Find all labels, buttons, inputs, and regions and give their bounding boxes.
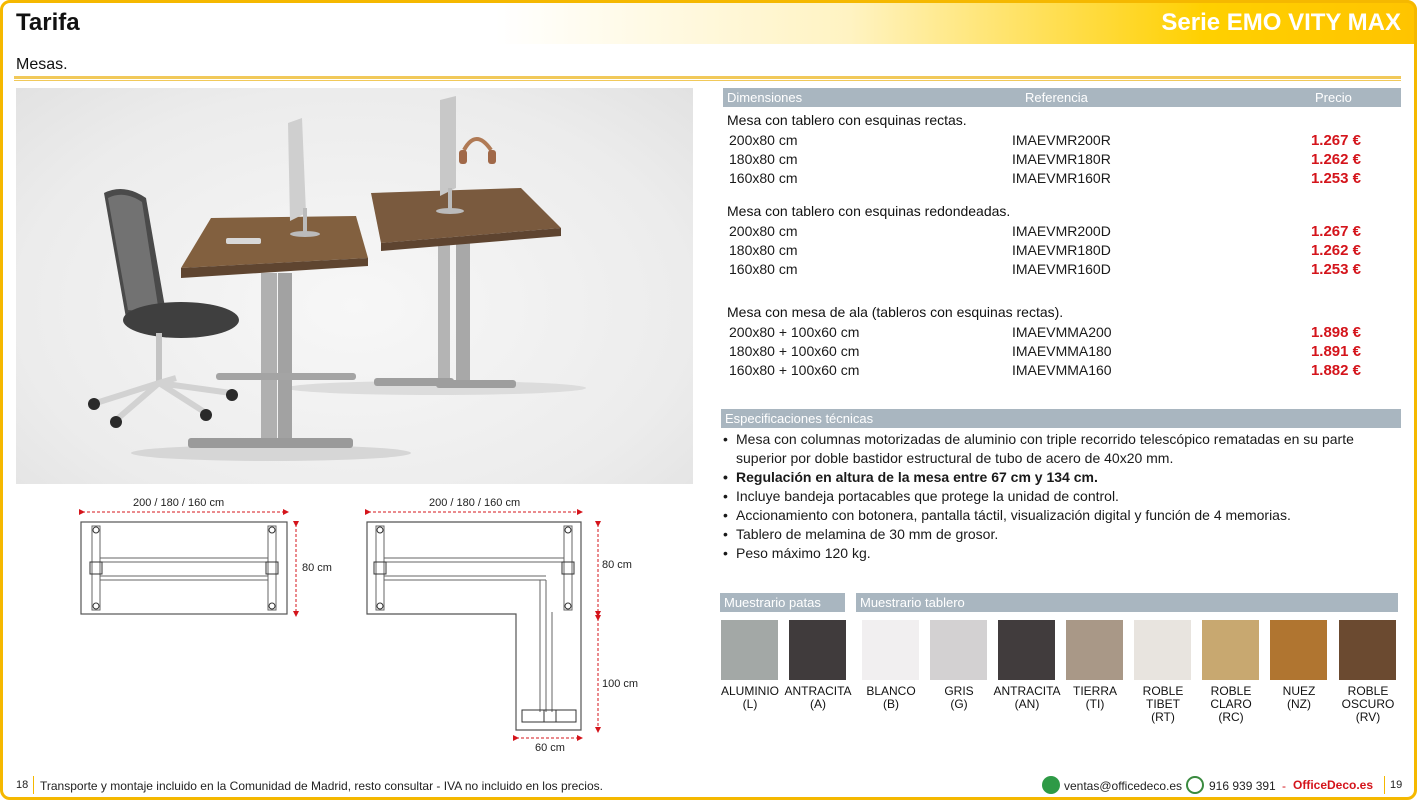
swatch-code: (TI)	[1085, 697, 1105, 711]
top-swatch	[862, 620, 919, 680]
row-price: 1.267 €	[1310, 132, 1361, 149]
swatch-code: (NZ)	[1287, 697, 1311, 711]
swatch-name: ALUMINIO	[720, 684, 779, 698]
col-dimensions: Dimensiones	[727, 90, 803, 105]
row-price: 1.882 €	[1310, 362, 1361, 379]
divider	[14, 76, 1401, 79]
col-price: Precio	[1315, 90, 1352, 105]
divider	[14, 80, 1401, 81]
leg-swatch	[721, 620, 778, 680]
spec-item: • Mesa con columnas motorizadas de aluminio con triple recorrido telescópico rematadas en su parte superior por doble bastidor estructural de tubo de acero de 40x20 mm.	[723, 430, 1403, 468]
swatch-name: BLANCO	[866, 684, 916, 698]
group-title: Mesa con tablero con esquinas redondeadas.	[727, 203, 1011, 219]
row-reference: IMAEVMR160R	[1012, 170, 1111, 186]
price-table-header	[723, 88, 1401, 107]
series-title: Serie EMO VITY MAX	[1161, 9, 1401, 36]
top-samples-header: Muestrario tablero	[856, 593, 1398, 612]
swatch-name: GRIS	[944, 684, 974, 698]
technical-drawings	[16, 492, 693, 762]
leg-swatch-label	[778, 685, 858, 711]
group-title: Mesa con mesa de ala (tableros con esquinas rectas).	[727, 304, 1064, 320]
row-reference: IMAEVMR160D	[1012, 261, 1111, 277]
row-price: 1.891 €	[1310, 343, 1361, 360]
row-price: 1.253 €	[1310, 170, 1361, 187]
footer-divider	[1384, 776, 1385, 794]
dim-depth-2: 80 cm	[602, 559, 632, 571]
product-photo	[16, 88, 693, 484]
top-swatch	[1270, 620, 1327, 680]
legs-samples-header: Muestrario patas	[720, 593, 845, 612]
swatch-code: (AN)	[1014, 697, 1040, 711]
specs-list	[723, 430, 1403, 563]
row-reference: IMAEVMMA180	[1012, 343, 1112, 359]
swatch-code: (RT)	[1151, 710, 1175, 724]
table-row	[727, 151, 1401, 170]
top-swatch	[998, 620, 1055, 680]
swatch-name: NUEZ	[1282, 684, 1316, 698]
row-dimension: 200x80 + 100x60 cm	[729, 324, 860, 340]
spec-item: • Accionamiento con botonera, pantalla táctil, visualización digital y función de 4 memorias.	[723, 506, 1403, 525]
table-row	[727, 242, 1401, 261]
specs-header: Especificaciones técnicas	[721, 409, 1401, 428]
section-label: Mesas.	[16, 56, 68, 73]
row-reference: IMAEVMR200D	[1012, 223, 1111, 239]
top-swatch	[1202, 620, 1259, 680]
email-icon	[1042, 776, 1060, 794]
row-dimension: 180x80 cm	[729, 151, 798, 167]
footer-brand[interactable]: OfficeDeco.es	[1293, 778, 1374, 792]
top-swatch	[1134, 620, 1191, 680]
swatch-name: ANTRACITA	[993, 684, 1061, 698]
page-header	[0, 0, 1417, 44]
row-price: 1.262 €	[1310, 151, 1361, 168]
top-swatch-label	[1328, 685, 1408, 724]
dim-wing-width: 60 cm	[535, 742, 565, 754]
row-price: 1.267 €	[1310, 223, 1361, 240]
swatch-name: ROBLE OSCURO	[1341, 684, 1395, 711]
row-dimension: 160x80 cm	[729, 261, 798, 277]
swatch-name: TIERRA	[1072, 684, 1117, 698]
page-number-right: 19	[1390, 779, 1403, 791]
swatch-code: (G)	[950, 697, 968, 711]
table-row	[727, 223, 1401, 242]
spec-item: • Peso máximo 120 kg.	[723, 544, 1403, 563]
leg-swatch	[789, 620, 846, 680]
swatch-name: ROBLE CLARO	[1210, 684, 1252, 711]
dim-width-1: 200 / 180 / 160 cm	[133, 497, 225, 509]
swatch-code: (L)	[742, 697, 758, 711]
page-number-left: 18	[16, 779, 29, 791]
row-dimension: 160x80 cm	[729, 170, 798, 186]
row-dimension: 180x80 + 100x60 cm	[729, 343, 860, 359]
footer-email[interactable]: ventas@officedeco.es	[1064, 779, 1183, 793]
top-swatch-label	[1259, 685, 1339, 711]
phone-icon	[1186, 776, 1204, 794]
top-swatch	[1066, 620, 1123, 680]
row-dimension: 200x80 cm	[729, 223, 798, 239]
page-title: Tarifa	[16, 9, 80, 36]
footer-dash: -	[1282, 779, 1286, 793]
dim-depth-1: 80 cm	[302, 562, 332, 574]
spec-item: • Regulación en altura de la mesa entre 67 cm y 134 cm.	[723, 468, 1403, 487]
group-title: Mesa con tablero con esquinas rectas.	[727, 112, 967, 128]
row-reference: IMAEVMMA160	[1012, 362, 1112, 378]
table-row	[727, 343, 1401, 362]
row-dimension: 160x80 + 100x60 cm	[729, 362, 860, 378]
swatch-code: (A)	[810, 697, 826, 711]
swatch-name: ROBLE TIBET	[1142, 684, 1184, 711]
row-dimension: 200x80 cm	[729, 132, 798, 148]
row-dimension: 180x80 cm	[729, 242, 798, 258]
table-row	[727, 132, 1401, 151]
spec-item: • Tablero de melamina de 30 mm de grosor.	[723, 525, 1403, 544]
swatch-name: ANTRACITA	[784, 684, 852, 698]
spec-item: • Incluye bandeja portacables que protege la unidad de control.	[723, 487, 1403, 506]
table-row	[727, 324, 1401, 343]
swatch-code: (B)	[883, 697, 899, 711]
footer-phone[interactable]: 916 939 391	[1209, 779, 1276, 793]
top-swatch	[930, 620, 987, 680]
table-row	[727, 261, 1401, 280]
top-swatch	[1339, 620, 1396, 680]
row-reference: IMAEVMMA200	[1012, 324, 1112, 340]
footer-note: Transporte y montaje incluido en la Comunidad de Madrid, resto consultar - IVA no incluido en los precios.	[40, 779, 603, 793]
swatch-code: (RC)	[1218, 710, 1244, 724]
row-reference: IMAEVMR200R	[1012, 132, 1111, 148]
dim-wing-depth: 100 cm	[602, 678, 639, 690]
table-row	[727, 362, 1401, 381]
table-row	[727, 170, 1401, 189]
dim-width-2: 200 / 180 / 160 cm	[429, 497, 521, 509]
row-price: 1.262 €	[1310, 242, 1361, 259]
row-price: 1.898 €	[1310, 324, 1361, 341]
row-reference: IMAEVMR180R	[1012, 151, 1111, 167]
row-price: 1.253 €	[1310, 261, 1361, 278]
row-reference: IMAEVMR180D	[1012, 242, 1111, 258]
swatch-code: (RV)	[1355, 710, 1381, 724]
footer-divider	[33, 776, 34, 794]
col-reference: Referencia	[1025, 90, 1088, 105]
